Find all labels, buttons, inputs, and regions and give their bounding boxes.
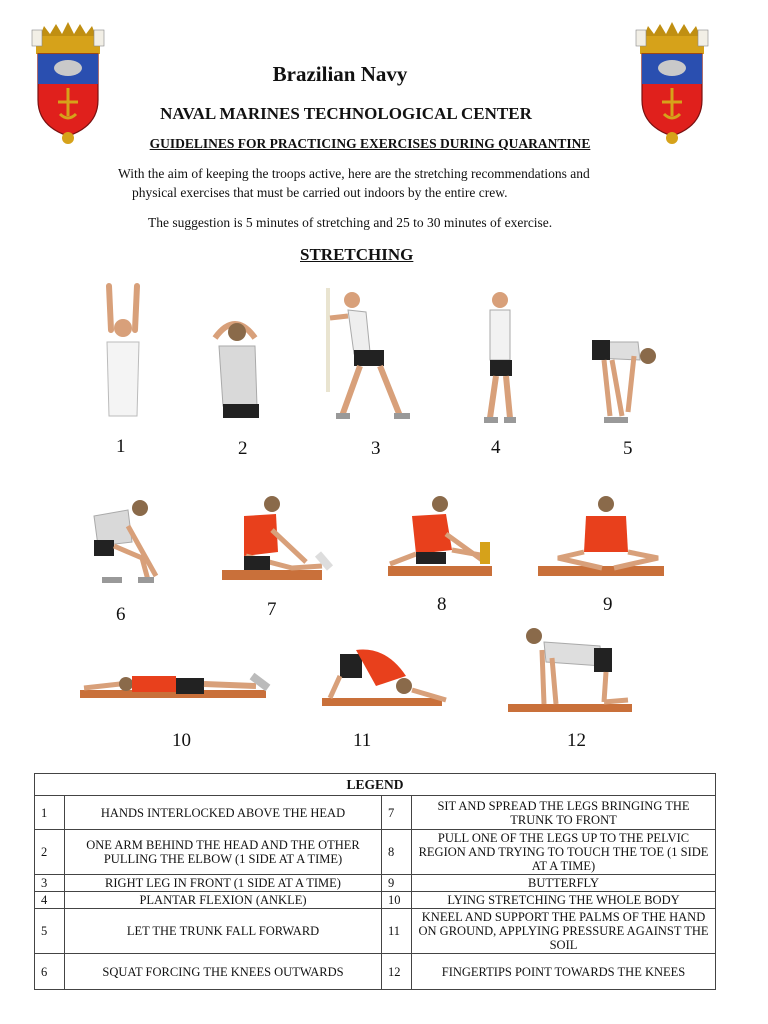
figure-number-8: 8: [437, 594, 447, 615]
legend-number: 5: [35, 909, 65, 954]
figure-number-4: 4: [491, 437, 501, 458]
exercise-figure-9: [534, 494, 666, 582]
legend-number: 11: [382, 909, 412, 954]
figure-number-7: 7: [267, 599, 277, 620]
exercise-figure-7: [222, 494, 336, 586]
figure-number-2: 2: [238, 438, 248, 459]
legend-text: LET THE TRUNK FALL FORWARD: [65, 909, 382, 954]
legend-text: LYING STRETCHING THE WHOLE BODY: [412, 892, 716, 909]
exercise-figure-10: [80, 666, 276, 704]
page-title: Brazilian Navy: [272, 62, 408, 86]
legend-number: 10: [382, 892, 412, 909]
exercise-figure-12: [508, 626, 634, 714]
guidelines-heading: GUIDELINES FOR PRACTICING EXERCISES DURING QUARANTINE: [149, 136, 591, 151]
exercise-figure-11: [300, 646, 452, 710]
legend-number: 4: [35, 892, 65, 909]
legend-header-row: [35, 774, 716, 796]
legend-number: 7: [382, 796, 412, 830]
legend-number: 2: [35, 830, 65, 875]
intro-line-2: physical exercises that must be carried out indoors by the entire crew.: [132, 185, 508, 200]
legend-text: FINGERTIPS POINT TOWARDS THE KNEES: [412, 954, 716, 990]
table-row: [35, 875, 716, 892]
legend-text: SQUAT FORCING THE KNEES OUTWARDS: [65, 954, 382, 990]
legend-number: 1: [35, 796, 65, 830]
exercise-figure-2: [205, 310, 267, 420]
legend-text: PULL ONE OF THE LEGS UP TO THE PELVIC REGION AND TRYING TO TOUCH THE TOE (1 SIDE AT A TIME): [412, 830, 716, 875]
exercise-figure-3: [326, 288, 416, 424]
figure-number-6: 6: [116, 604, 126, 625]
table-row: [35, 796, 716, 830]
legend-number: 8: [382, 830, 412, 875]
legend-title: LEGEND: [35, 774, 716, 796]
table-row: [35, 830, 716, 875]
legend-number: 6: [35, 954, 65, 990]
exercise-figure-4: [480, 290, 520, 426]
exercise-figure-8: [382, 494, 498, 582]
legend-text: RIGHT LEG IN FRONT (1 SIDE AT A TIME): [65, 875, 382, 892]
table-row: [35, 892, 716, 909]
legend-text: KNEEL AND SUPPORT THE PALMS OF THE HAND ON GROUND, APPLYING PRESSURE AGAINST THE SOIL: [412, 909, 716, 954]
legend-text: HANDS INTERLOCKED ABOVE THE HEAD: [65, 796, 382, 830]
figure-number-11: 11: [353, 730, 372, 751]
suggestion-text: The suggestion is 5 minutes of stretching and 25 to 30 minutes of exercise.: [148, 215, 553, 230]
legend-text: ONE ARM BEHIND THE HEAD AND THE OTHER PULLING THE ELBOW (1 SIDE AT A TIME): [65, 830, 382, 875]
table-row: [35, 909, 716, 954]
stretching-heading: STRETCHING: [300, 245, 414, 264]
figure-number-1: 1: [116, 436, 126, 457]
exercise-figure-5: [588, 332, 660, 426]
legend-number: 12: [382, 954, 412, 990]
figure-number-3: 3: [371, 438, 381, 459]
figure-number-12: 12: [567, 730, 586, 751]
table-row: [35, 954, 716, 990]
intro-line-1: With the aim of keeping the troops active, here are the stretching recommendations and: [118, 166, 590, 181]
exercise-figure-6: [88, 496, 166, 588]
figure-number-5: 5: [623, 438, 633, 459]
exercise-figure-1: [95, 280, 151, 420]
legend-number: 9: [382, 875, 412, 892]
legend-text: PLANTAR FLEXION (ANKLE): [65, 892, 382, 909]
legend-text: SIT AND SPREAD THE LEGS BRINGING THE TRUNK TO FRONT: [412, 796, 716, 830]
figure-number-10: 10: [172, 730, 191, 751]
legend-table: [34, 773, 716, 990]
legend-number: 3: [35, 875, 65, 892]
figure-number-9: 9: [603, 594, 613, 615]
legend-text: BUTTERFLY: [412, 875, 716, 892]
page-subtitle: NAVAL MARINES TECHNOLOGICAL CENTER: [160, 104, 532, 123]
